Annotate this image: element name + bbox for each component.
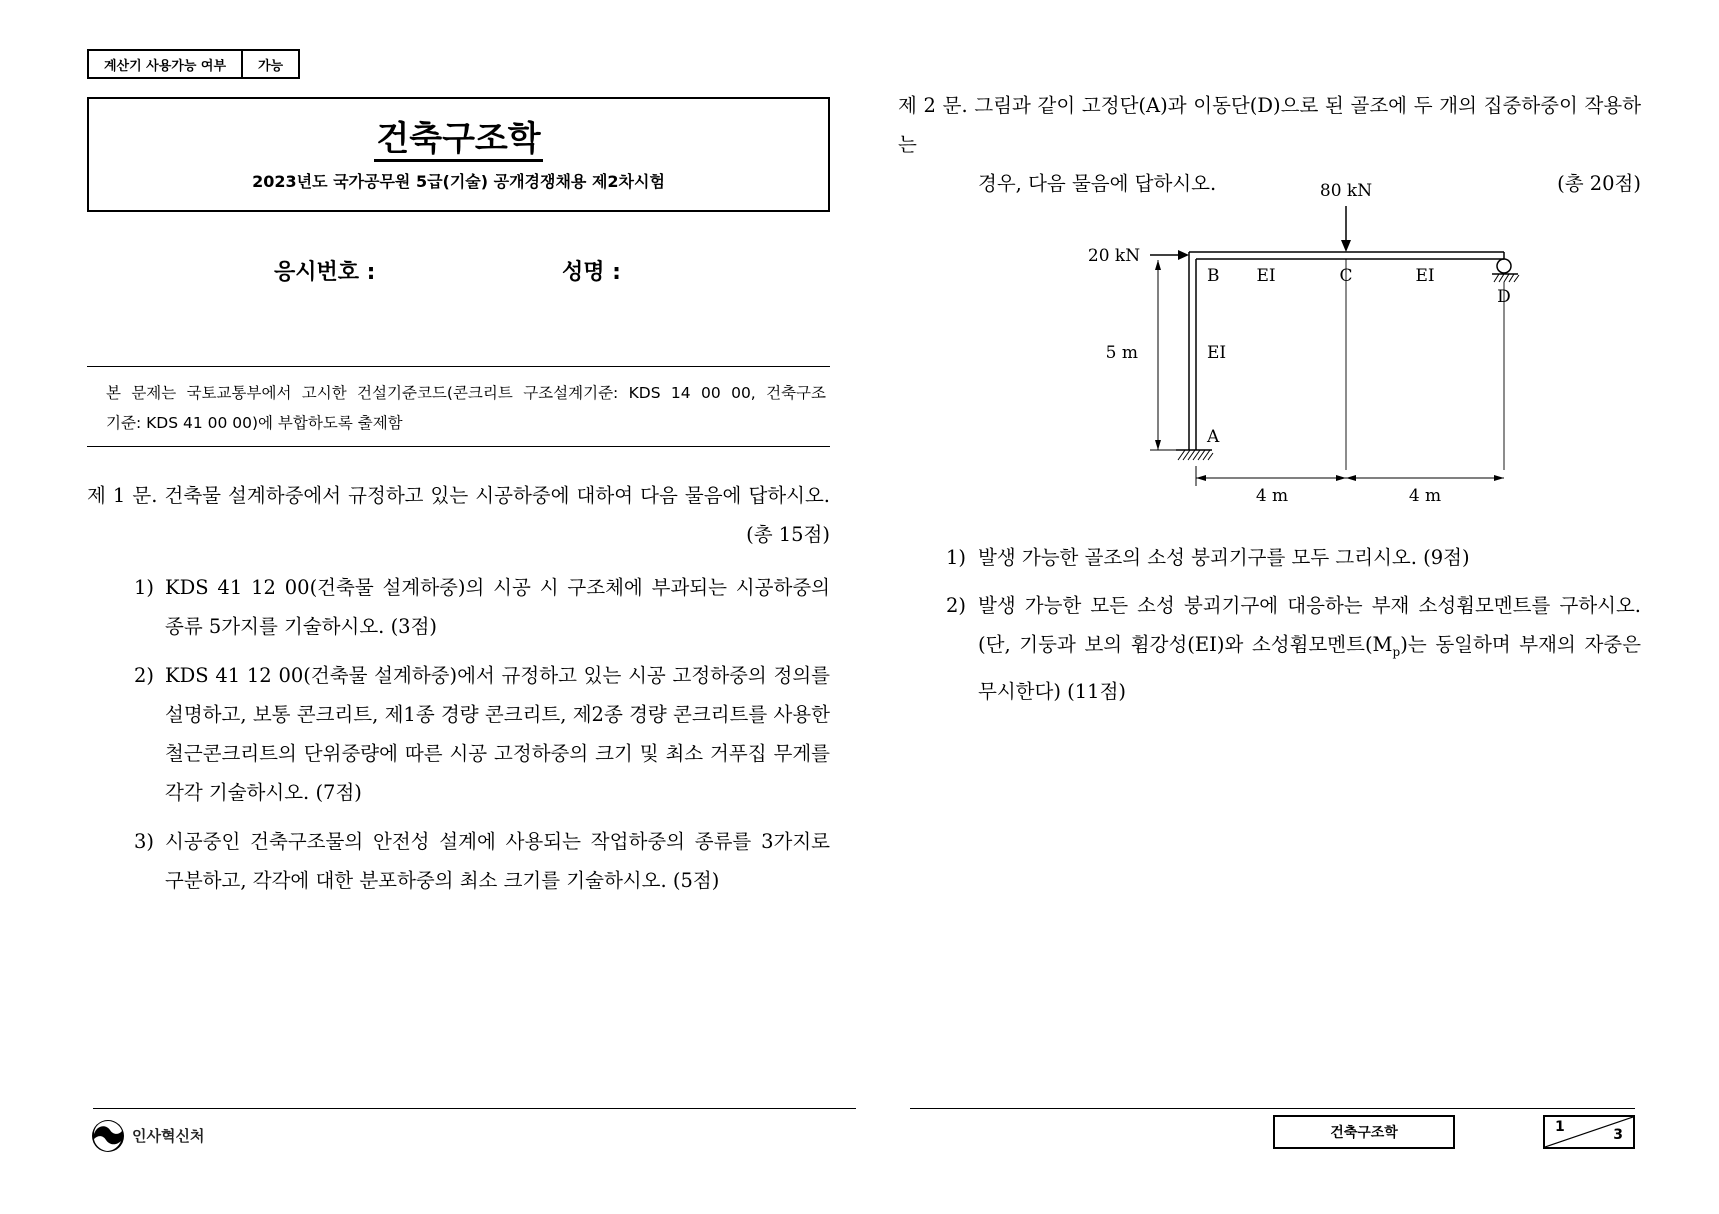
frame-figure bbox=[1080, 170, 1540, 510]
question-1-item-3 bbox=[134, 822, 830, 900]
question-1-score: (총 15점) bbox=[746, 523, 830, 546]
notice-text bbox=[106, 378, 826, 438]
government-logo-icon bbox=[91, 1119, 125, 1153]
title-box bbox=[87, 97, 830, 212]
height-arrow-top bbox=[1155, 260, 1161, 270]
calculator-label: 계산기 사용가능 여부 bbox=[89, 51, 243, 77]
item-number: 1) bbox=[134, 576, 155, 599]
span2-arrow-left bbox=[1346, 475, 1356, 481]
page-indicator bbox=[1543, 1115, 1635, 1149]
item-text-line: 발생 가능한 골조의 소성 붕괴기구를 모두 그리시오. (9점) bbox=[978, 546, 1470, 569]
span1-arrow-right bbox=[1336, 475, 1346, 481]
question-2-intro-line2: 경우, 다음 물음에 답하시오. bbox=[978, 172, 1217, 195]
question-1 bbox=[87, 476, 830, 554]
footer-left-rule bbox=[93, 1108, 856, 1109]
roller-support bbox=[1497, 259, 1511, 273]
notice-line: 본 문제는 국토교통부에서 고시한 건설기준코드(콘크리트 구조설계기준: KDS 14 00 00, 건축구조 bbox=[106, 384, 826, 402]
height-label: 5 m bbox=[1105, 343, 1138, 363]
question-2-item-2 bbox=[946, 586, 1641, 711]
question-2-score: (총 20점) bbox=[1557, 172, 1641, 195]
item-number: 2) bbox=[134, 664, 155, 687]
name-label: 성명 : bbox=[562, 260, 621, 285]
notice-bottom-rule bbox=[87, 446, 830, 447]
question-2-item-1 bbox=[946, 538, 1641, 577]
item-text-line: 시공중인 건축구조물의 안전성 설계에 사용되는 작업하중의 종류를 3가지로 bbox=[165, 830, 830, 853]
footer-subject-box: 건축구조학 bbox=[1273, 1115, 1455, 1149]
roller-hatch bbox=[1494, 274, 1519, 282]
ei-bc-label: EI bbox=[1256, 266, 1276, 286]
span2-label: 4 m bbox=[1408, 486, 1442, 506]
item-number: 2) bbox=[946, 594, 967, 617]
item-text-line: 철근콘크리트의 단위중량에 따른 시공 고정하중의 크기 및 최소 거푸집 무게를 bbox=[165, 742, 830, 765]
node-d-label: D bbox=[1497, 287, 1511, 307]
load-80kn-label: 80 kN bbox=[1319, 181, 1373, 201]
node-c-label: C bbox=[1339, 266, 1353, 286]
item-text-line: 무시한다) (11점) bbox=[978, 679, 1127, 703]
notice-line: 기준: KDS 41 00 00)에 부합하도록 출제함 bbox=[106, 414, 403, 432]
page-total: 3 bbox=[1613, 1127, 1623, 1143]
span2-arrow-right bbox=[1494, 475, 1504, 481]
load-20kn-arrowhead bbox=[1178, 250, 1189, 260]
item-number: 1) bbox=[946, 546, 967, 569]
item-number: 3) bbox=[134, 830, 155, 853]
exam-subtitle: 2023년도 국가공무원 5급(기술) 공개경쟁채용 제2차시험 bbox=[252, 172, 665, 191]
node-a-label: A bbox=[1207, 427, 1220, 447]
question-2-intro: 제 2 문. 그림과 같이 고정단(A)과 이동단(D)으로 된 골조에 두 개의 집중하중이 작용하는 bbox=[898, 94, 1641, 156]
exam-title: 건축구조학 bbox=[89, 111, 828, 160]
ei-column-label: EI bbox=[1207, 343, 1227, 363]
calculator-permission-box bbox=[87, 49, 300, 79]
item-text-line: 설명하고, 보통 콘크리트, 제1종 경량 콘크리트, 제2종 경량 콘크리트를 사용한 bbox=[165, 703, 830, 726]
node-b-label: B bbox=[1207, 266, 1220, 286]
load-20kn-label: 20 kN bbox=[1087, 246, 1141, 266]
question-1-intro: 제 1 문. 건축물 설계하중에서 규정하고 있는 시공하중에 대하여 다음 물음에 답하시오. bbox=[87, 484, 830, 507]
question-1-item-1 bbox=[134, 568, 830, 646]
page-current: 1 bbox=[1555, 1119, 1565, 1135]
calculator-value: 가능 bbox=[257, 58, 284, 74]
span1-label: 4 m bbox=[1255, 486, 1289, 506]
fixed-support-hatch bbox=[1178, 450, 1213, 460]
logo-text: 인사혁신처 bbox=[132, 1127, 205, 1145]
item-text-line: KDS 41 12 00(건축물 설계하중)의 시공 시 구조체에 부과되는 시공하중의 bbox=[165, 576, 830, 599]
ei-cd-label: EI bbox=[1415, 266, 1435, 286]
item-text-line: 종류 5가지를 기술하시오. (3점) bbox=[165, 615, 438, 638]
item-text-line: KDS 41 12 00(건축물 설계하중)에서 규정하고 있는 시공 고정하중의 정의를 bbox=[165, 664, 830, 687]
item-text-line: 발생 가능한 모든 소성 붕괴기구에 대응하는 부재 소성휨모멘트를 구하시오. bbox=[978, 594, 1641, 617]
height-arrow-bottom bbox=[1155, 440, 1161, 450]
item-text-line: (단, 기둥과 보의 휨강성(EI)와 소성휨모멘트$(M_p)$는 동일하며 부재의 자중은 bbox=[978, 633, 1641, 659]
span1-arrow-left bbox=[1196, 475, 1206, 481]
notice-top-rule bbox=[87, 366, 830, 367]
load-80kn-arrowhead bbox=[1341, 240, 1351, 252]
exam-number-label: 응시번호 : bbox=[274, 260, 376, 285]
item-text-line: 구분하고, 각각에 대한 분포하중의 최소 크기를 기술하시오. (5점) bbox=[165, 869, 720, 892]
question-1-item-2 bbox=[134, 656, 830, 812]
footer-right-rule bbox=[910, 1108, 1635, 1109]
item-text-line: 각각 기술하시오. (7점) bbox=[165, 781, 362, 804]
